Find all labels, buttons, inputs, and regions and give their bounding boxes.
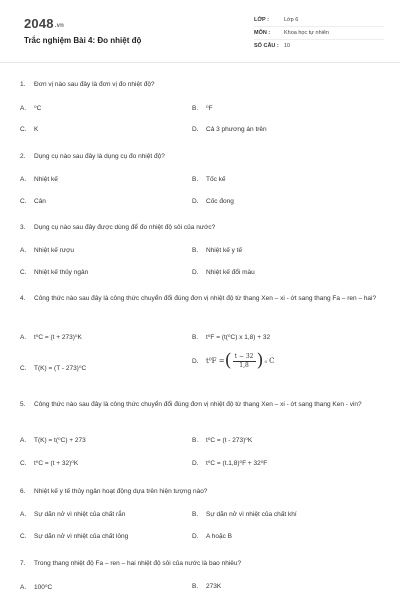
option-letter: C. bbox=[20, 364, 27, 372]
option-text: Sự dãn nở vì nhiệt của chất khí bbox=[206, 511, 297, 518]
option-letter: B. bbox=[192, 583, 199, 590]
question-stem bbox=[20, 152, 382, 162]
option-7a[interactable] bbox=[20, 583, 52, 591]
option-3c[interactable] bbox=[20, 269, 88, 276]
question-stem bbox=[20, 294, 382, 304]
option-4a[interactable] bbox=[20, 333, 82, 341]
question-stem bbox=[20, 559, 382, 569]
option-5a[interactable] bbox=[20, 436, 86, 444]
question-text: Dụng cụ nào sau đây được dùng để đo nhiệt độ sôi của nước? bbox=[34, 224, 216, 231]
option-text: t⁰C = (t.1,8)⁰F + 32⁰F bbox=[206, 460, 268, 467]
option-text: K bbox=[34, 126, 39, 133]
option-text: t⁰F = (t(⁰C) x 1,8) + 32 bbox=[206, 334, 271, 341]
question-6 bbox=[20, 487, 382, 497]
info-row-count bbox=[254, 40, 384, 52]
option-text: ⁰F bbox=[206, 105, 213, 112]
option-5c[interactable] bbox=[20, 459, 78, 467]
question-text: Dụng cụ nào sau đây là dụng cụ đo nhiệt độ? bbox=[34, 153, 165, 160]
option-letter: B. bbox=[192, 511, 199, 518]
option-text: T(K) = (T - 273)⁰C bbox=[34, 365, 87, 372]
question-stem bbox=[20, 400, 382, 410]
option-text: ⁰C bbox=[34, 105, 42, 112]
option-text: Nhiệt kế rượu bbox=[34, 247, 75, 254]
formula-prefix: t⁰F = bbox=[206, 357, 225, 365]
question-number: 1. bbox=[20, 81, 26, 88]
option-7b[interactable] bbox=[192, 583, 221, 590]
option-letter: B. bbox=[192, 247, 199, 254]
option-text: T(K) = t(⁰C) + 273 bbox=[34, 437, 86, 444]
option-letter: A. bbox=[20, 333, 27, 341]
option-6d[interactable] bbox=[192, 533, 232, 540]
option-1c[interactable] bbox=[20, 126, 38, 133]
question-text: Trong thang nhiệt độ Fa – ren – hai nhiệt độ sôi của nước là bao nhiêu? bbox=[34, 560, 242, 567]
option-letter: D. bbox=[192, 269, 199, 276]
option-5b[interactable] bbox=[192, 436, 252, 444]
info-row-class bbox=[254, 14, 384, 27]
question-7 bbox=[20, 559, 382, 569]
question-text: Công thức nào sau đây là công thức chuyển đổi đúng đơn vị nhiệt độ từ thang Xen – xi - ớt sang thang Fa – ren – hai? bbox=[34, 295, 377, 302]
formula-exponent: 0 bbox=[264, 358, 268, 364]
question-stem bbox=[20, 223, 382, 233]
question-2 bbox=[20, 152, 382, 162]
option-text: Nhiệt kế y tế bbox=[206, 247, 243, 254]
question-1 bbox=[20, 80, 382, 90]
fraction-denominator: 1,8 bbox=[239, 361, 249, 369]
site-logo[interactable]: 2048.vn bbox=[24, 16, 65, 31]
option-letter: A. bbox=[20, 583, 27, 591]
info-value: Khoa học tự nhiên bbox=[284, 30, 329, 36]
option-letter: C. bbox=[20, 269, 27, 276]
option-letter: D. bbox=[192, 198, 199, 205]
option-4b[interactable] bbox=[192, 333, 270, 341]
option-4c[interactable] bbox=[20, 364, 86, 372]
question-number: 6. bbox=[20, 488, 26, 495]
option-letter: B. bbox=[192, 104, 199, 112]
option-text: Sự dãn nở vì nhiệt của chất lỏng bbox=[34, 533, 129, 540]
option-text: t⁰C = (t - 273)⁰K bbox=[206, 437, 253, 444]
option-letter: C. bbox=[20, 198, 27, 205]
option-5d[interactable] bbox=[192, 459, 267, 467]
option-letter: A. bbox=[20, 104, 27, 112]
formula-suffix: C bbox=[269, 357, 275, 365]
option-4d[interactable] bbox=[192, 352, 274, 370]
quiz-info bbox=[254, 14, 384, 52]
question-number: 7. bbox=[20, 560, 26, 567]
option-letter: C. bbox=[20, 126, 27, 133]
info-row-subject bbox=[254, 27, 384, 40]
option-letter: A. bbox=[20, 511, 27, 518]
option-letter: A. bbox=[20, 176, 27, 183]
option-2a[interactable] bbox=[20, 176, 58, 183]
option-1b[interactable] bbox=[192, 104, 213, 112]
option-text: Nhiệt kế đổi màu bbox=[206, 269, 255, 276]
question-number: 2. bbox=[20, 153, 26, 160]
page-title: Trắc nghiệm Bài 4: Đo nhiệt độ bbox=[24, 36, 142, 45]
option-text: Nhiệt kế bbox=[34, 176, 58, 183]
question-number: 5. bbox=[20, 401, 26, 408]
right-paren: ) bbox=[256, 350, 264, 371]
question-text: Công thức nào sau đây là công thức chuyển đổi đúng đơn vị nhiệt độ từ thang Xen – xi - ớt sang thang Ken - vin? bbox=[34, 401, 362, 408]
info-label: LỚP : bbox=[254, 17, 269, 23]
option-text: t⁰C = (t + 32)⁰K bbox=[34, 460, 79, 467]
option-text: Nhiệt kế thủy ngân bbox=[34, 269, 89, 276]
option-letter: C. bbox=[20, 459, 27, 467]
question-number: 4. bbox=[20, 295, 26, 302]
formula-fraction bbox=[206, 352, 274, 370]
option-6b[interactable] bbox=[192, 511, 297, 518]
fraction-numerator: t − 32 bbox=[234, 352, 254, 360]
option-text: 273K bbox=[206, 583, 222, 590]
option-text: Tốc kế bbox=[206, 176, 226, 183]
info-label: SỐ CÂU : bbox=[254, 43, 279, 49]
info-value: Lớp 6 bbox=[284, 17, 299, 23]
option-text: 100⁰C bbox=[34, 584, 53, 591]
question-4 bbox=[20, 294, 382, 304]
option-text: Sự dãn nở vì nhiệt của chất rắn bbox=[34, 511, 126, 518]
option-1d[interactable] bbox=[192, 126, 267, 133]
option-6c[interactable] bbox=[20, 533, 128, 540]
option-text: A hoặc B bbox=[206, 533, 233, 540]
option-3a[interactable] bbox=[20, 247, 74, 254]
option-3b[interactable] bbox=[192, 247, 242, 254]
option-letter: B. bbox=[192, 333, 199, 341]
info-label: MÔN : bbox=[254, 30, 271, 36]
option-letter: B. bbox=[192, 436, 199, 444]
option-text: Cốc đong bbox=[206, 198, 234, 205]
option-2c[interactable] bbox=[20, 198, 46, 205]
option-text: Cân bbox=[34, 198, 46, 205]
option-letter: D. bbox=[192, 533, 199, 540]
option-letter: A. bbox=[20, 247, 27, 254]
option-3d[interactable] bbox=[192, 269, 255, 276]
option-6a[interactable] bbox=[20, 511, 125, 518]
option-letter: C. bbox=[20, 533, 27, 540]
option-letter: D. bbox=[192, 126, 199, 133]
option-letter: D. bbox=[192, 459, 199, 467]
question-text: Nhiệt kế y tế thủy ngân hoạt động dựa trên hiện tượng nào? bbox=[34, 488, 208, 495]
question-5 bbox=[20, 400, 382, 410]
option-1a[interactable] bbox=[20, 104, 41, 112]
option-letter: A. bbox=[20, 436, 27, 444]
question-stem bbox=[20, 80, 382, 90]
info-value: 10 bbox=[284, 43, 291, 49]
question-number: 3. bbox=[20, 224, 26, 231]
option-2b[interactable] bbox=[192, 176, 226, 183]
question-stem bbox=[20, 487, 382, 497]
question-3 bbox=[20, 223, 382, 233]
page-header bbox=[0, 0, 400, 63]
option-letter: D. bbox=[192, 357, 199, 365]
option-letter: B. bbox=[192, 176, 199, 183]
left-paren: ( bbox=[224, 350, 232, 371]
fraction bbox=[233, 353, 256, 370]
question-text: Đơn vị nào sau đây là đơn vị đo nhiệt độ? bbox=[34, 81, 155, 88]
option-text: t⁰C = (t + 273)⁰K bbox=[34, 334, 82, 341]
option-text: Cả 3 phương án trên bbox=[206, 126, 267, 133]
option-2d[interactable] bbox=[192, 198, 234, 205]
